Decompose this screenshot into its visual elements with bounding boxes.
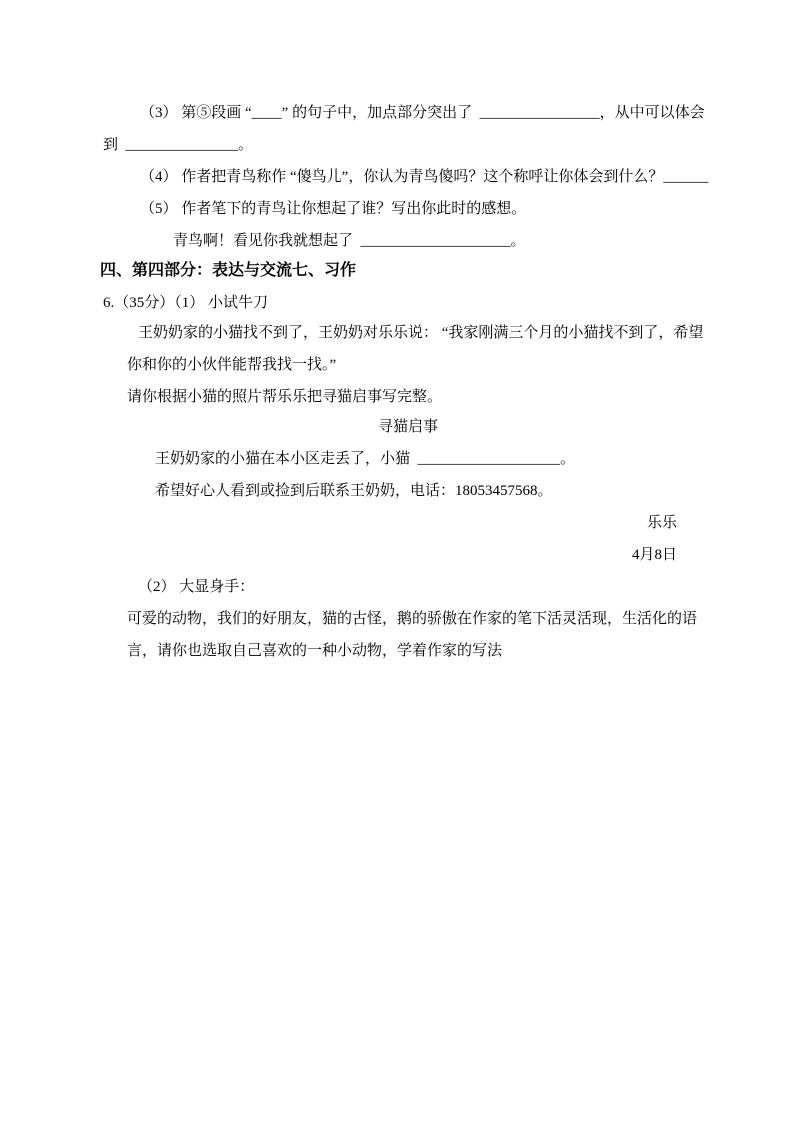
q6-scenario-line-2: 你和你的小伙伴能帮我找一找。” xyxy=(127,357,337,373)
question-5-fill-line: 青鸟啊！看见你我就想起了 ____________________。 xyxy=(173,233,526,249)
notice-signature: 乐乐 xyxy=(646,515,677,531)
q6-instruction: 请你根据小猫的照片帮乐乐把寻猫启事写完整。 xyxy=(127,389,443,405)
question-3-blank-line: 到 _______________。 xyxy=(103,137,254,153)
notice-body-line-2: 希望好心人看到或捡到后联系王奶奶，电话：18053457568。 xyxy=(155,483,553,499)
q6-part-2-line-2: 言，请你也选取自己喜欢的一种小动物，学着作家的写法 xyxy=(127,643,503,659)
question-5-text: （5） 作者笔下的青鸟让你想起了谁？写出你此时的感想。 xyxy=(140,201,527,217)
section-heading: 四、第四部分：表达与交流七、习作 xyxy=(100,262,357,279)
notice-date: 4月8日 xyxy=(631,547,677,563)
question-6-header: 6.（35分）（1） 小试牛刀 xyxy=(103,295,269,311)
question-4-text: （4） 作者把青鸟称作 “傻鸟儿”，你认为青鸟傻吗？这个称呼让你体会到什么？______ xyxy=(140,169,709,185)
q6-part-2-header: （2） 大显身手： xyxy=(138,579,255,595)
question-3-line-1: （3） 第⑤段画 “____” 的句子中，加点部分突出了 ________________，从中可以体会 xyxy=(140,105,705,121)
notice-title: 寻猫启事 xyxy=(377,419,438,435)
q6-scenario-line-1: 王奶奶家的小猫找不到了，王奶奶对乐乐说： “我家刚满三个月的小猫找不到了，希望 xyxy=(138,325,704,341)
q6-part-2-line-1: 可爱的动物，我们的好朋友，猫的古怪，鹅的骄傲在作家的笔下活灵活现，生活化的语 xyxy=(127,611,698,627)
notice-body-line-1: 王奶奶家的小猫在本小区走丢了，小猫 ___________________。 xyxy=(155,451,576,467)
